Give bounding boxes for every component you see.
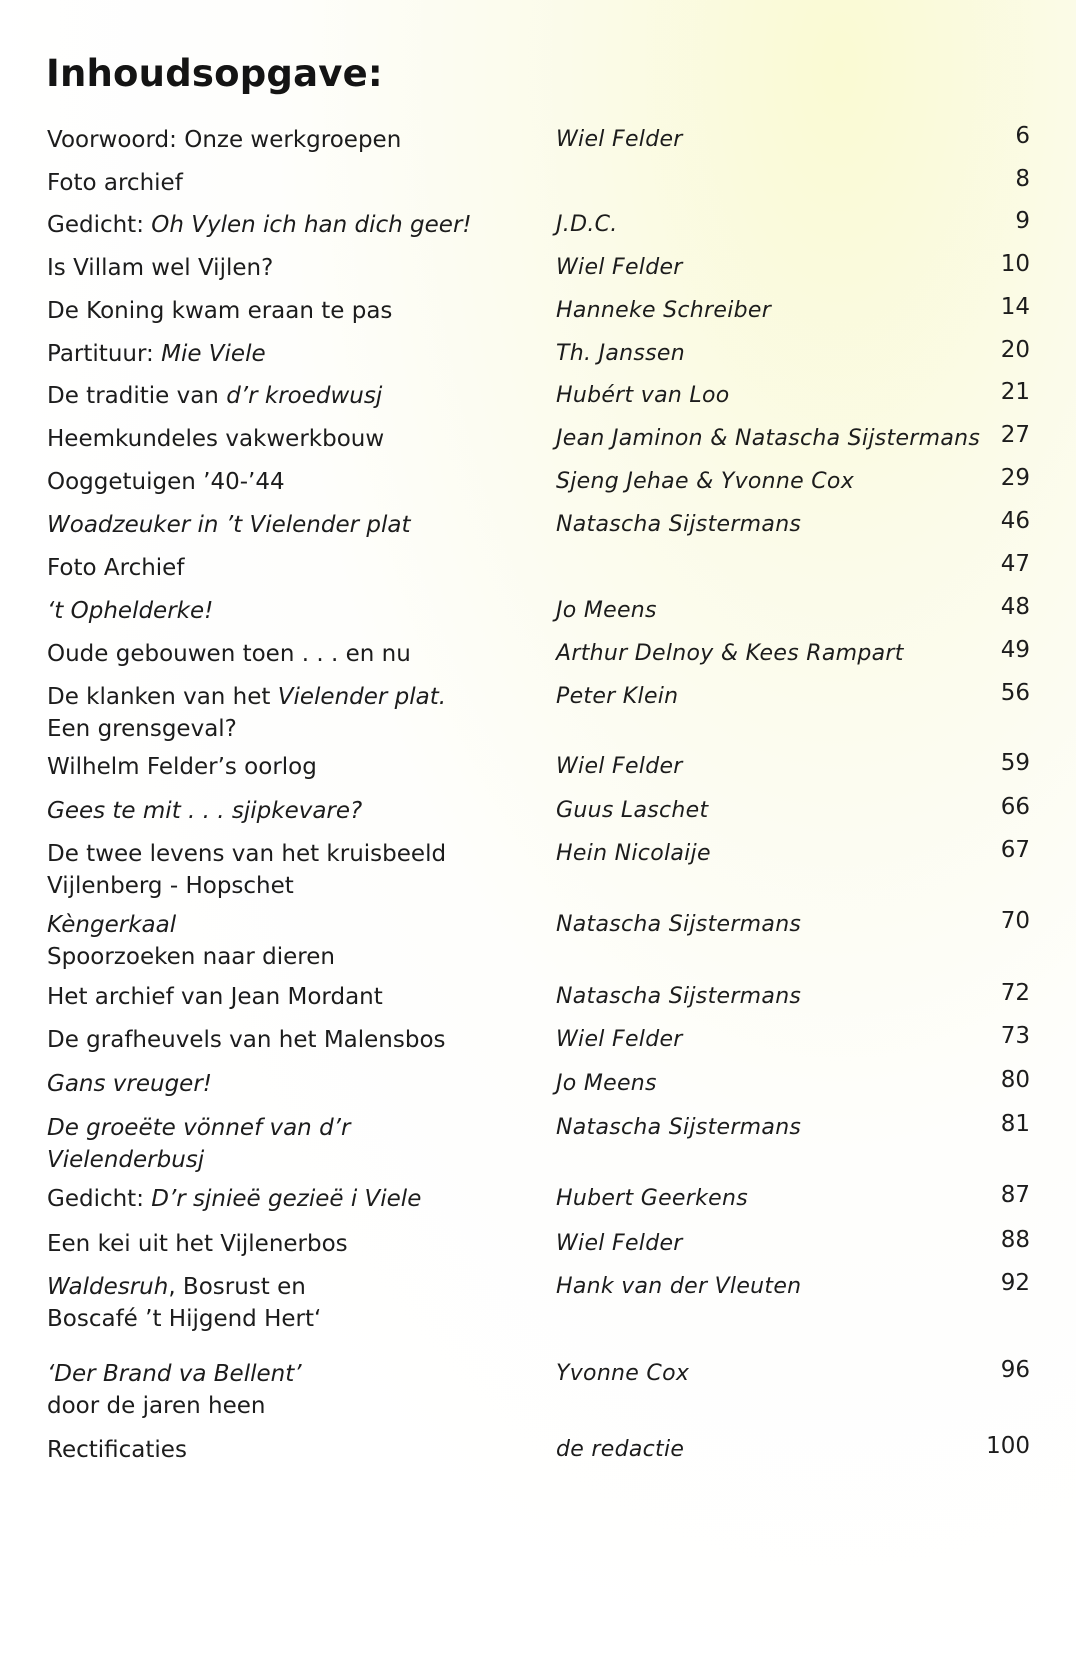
entry-title [47,552,547,584]
entry-title-line [47,1390,547,1422]
entry-page-number: 88 [1000,1227,1030,1253]
entry-author: Wiel Felder [556,255,683,280]
entry-title-segment: Oude gebouwen toen . . . en nu [47,641,411,667]
entry-page-number: 10 [1000,251,1030,277]
entry-page-number: 27 [1000,422,1030,448]
entry-title [47,909,547,973]
entry-title [47,681,547,745]
entry-title-segment: De Koning kwam eraan te pas [47,298,393,324]
entry-title-segment: Boscafé ’t Hijgend Hert‘ [47,1306,322,1332]
entry-author: Wiel Felder [556,1231,683,1256]
entry-title-line [47,1024,547,1056]
entry-author: Natascha Sijstermans [556,984,802,1009]
entry-title-segment: , Bosrust en [168,1274,306,1300]
entry-title-segment: Ooggetuigen ’40-’44 [47,469,285,495]
entry-author: Guus Laschet [556,798,709,823]
entry-title-segment: Kèngerkaal [47,912,177,938]
entry-title-line [47,1144,547,1176]
entry-page-number: 48 [1000,594,1030,620]
entry-page-number: 92 [1000,1270,1030,1296]
entry-title [47,838,547,902]
entry-title [47,466,547,498]
entry-title-line [47,552,547,584]
entry-title-line [47,1358,547,1390]
entry-title-line [47,595,547,627]
entry-author: de redactie [556,1437,685,1462]
entry-page-number: 14 [1000,294,1030,320]
entry-title-line [47,167,547,199]
entry-page-number: 49 [1000,637,1030,663]
entry-title-segment: Oh Vylen ich han dich geer! [151,212,472,238]
entry-title-line [47,751,547,783]
entry-author: Peter Klein [556,684,679,709]
toc-entry [0,1112,1076,1182]
entry-page-number: 21 [1000,379,1030,405]
entry-title [47,295,547,327]
entry-title-line [47,466,547,498]
entry-title-segment: d’r kroedwusj [226,383,383,409]
entry-title-segment: De twee levens van het kruisbeeld [47,841,447,867]
entry-title-segment: Gedicht: [47,212,152,238]
entry-page-number: 47 [1000,551,1030,577]
entry-title [47,124,547,156]
entry-title-line [47,981,547,1013]
entry-title-line [47,795,547,827]
entry-author: Yvonne Cox [556,1361,690,1386]
entry-title-line [47,338,547,370]
entry-author: J.D.C. [556,212,618,237]
entry-page-number: 96 [1000,1357,1030,1383]
entry-title-segment: Wilhelm Felder’s oorlog [47,754,317,780]
entry-title-line [47,1068,547,1100]
entry-title [47,509,547,541]
entry-page-number: 67 [1000,837,1030,863]
entry-title-segment: Het archief van Jean Mordant [47,984,383,1010]
entry-author: Jean Jaminon & Natascha Sijstermans [556,426,981,451]
entry-title-line [47,252,547,284]
entry-title [47,252,547,284]
entry-title-line [47,870,547,902]
entry-title [47,1112,547,1176]
entry-title [47,1271,547,1335]
entry-title-line [47,1112,547,1144]
entry-author: Wiel Felder [556,1027,683,1052]
entry-page-number: 20 [1000,337,1030,363]
entry-title-segment: door de jaren heen [47,1393,266,1419]
entry-title [47,1358,547,1422]
toc-entry [0,1358,1076,1428]
entry-author: Natascha Sijstermans [556,912,802,937]
entry-title-line [47,838,547,870]
entry-title [47,981,547,1013]
entry-title [47,1024,547,1056]
entry-title-segment: Waldesruh [47,1274,169,1300]
entry-title [47,638,547,670]
entry-title-segment: Spoorzoeken naar dieren [47,944,335,970]
entry-title [47,595,547,627]
entry-title-line [47,295,547,327]
entry-title-segment: Een kei uit het Vijlenerbos [47,1231,348,1257]
entry-title-line [47,209,547,241]
entry-title-line [47,124,547,156]
entry-title [47,795,547,827]
entry-title-segment: Vijlenberg - Hopschet [47,873,294,899]
entry-title-line [47,423,547,455]
entry-page-number: 59 [1000,750,1030,776]
entry-title-line [47,1303,547,1335]
entry-title-line [47,681,547,713]
entry-title-line [47,713,547,745]
entry-title-segment: Vielenderbusj [47,1147,205,1173]
entry-page-number: 100 [986,1433,1030,1459]
entry-author: Hank van der Vleuten [556,1274,802,1299]
page-title: Inhoudsopgave: [46,52,383,95]
entry-title-segment: Een grensgeval? [47,716,237,742]
entry-title-segment: Foto archief [47,170,183,196]
entry-title [47,209,547,241]
entry-page-number: 29 [1000,465,1030,491]
entry-title-segment: Woadzeuker in ’t Vielender plat [47,512,411,538]
entry-author: Natascha Sijstermans [556,1115,802,1140]
entry-page-number: 72 [1000,980,1030,1006]
entry-title-segment: Mie Viele [161,341,266,367]
entry-title-segment: ‘t Ophelderke! [47,598,214,624]
entry-author: Natascha Sijstermans [556,512,802,537]
entry-author: Hubért van Loo [556,383,730,408]
entry-title-segment: ‘Der Brand va Bellent’ [47,1361,302,1387]
entry-title-line [47,1183,547,1215]
entry-author: Arthur Delnoy & Kees Rampart [556,641,904,666]
entry-title [47,423,547,455]
entry-title-segment: Heemkundeles vakwerkbouw [47,426,385,452]
entry-author: Sjeng Jehae & Yvonne Cox [556,469,855,494]
entry-author: Wiel Felder [556,754,683,779]
entry-page-number: 81 [1000,1111,1030,1137]
entry-title-segment: Voorwoord: Onze werkgroepen [47,127,402,153]
entry-page-number: 56 [1000,680,1030,706]
entry-title [47,1228,547,1260]
entry-title-line [47,1228,547,1260]
toc-entry [0,681,1076,751]
entry-page-number: 8 [1015,166,1030,192]
entry-title-line [47,380,547,412]
entry-author: Wiel Felder [556,127,683,152]
entry-title [47,1434,547,1466]
entry-title-segment: Rectificaties [47,1437,187,1463]
entry-title-segment: Partituur: [47,341,162,367]
entry-title-line [47,909,547,941]
entry-author: Hein Nicolaije [556,841,711,866]
entry-title-line [47,1271,547,1303]
entry-author: Jo Meens [556,1071,657,1096]
entry-title-segment: Is Villam wel Vijlen? [47,255,274,281]
entry-title-segment: De groeëte vönnef van d’r [47,1115,351,1141]
entry-title-line [47,509,547,541]
entry-title-line [47,1434,547,1466]
entry-page-number: 73 [1000,1023,1030,1049]
toc-entry [0,1271,1076,1341]
entry-title [47,751,547,783]
entry-page-number: 87 [1000,1182,1030,1208]
entry-page-number: 80 [1000,1067,1030,1093]
entry-page-number: 6 [1015,123,1030,149]
entry-title [47,167,547,199]
entry-author: Jo Meens [556,598,657,623]
entry-title [47,1068,547,1100]
toc-entry [0,838,1076,908]
entry-author: Hanneke Schreiber [556,298,772,323]
entry-title-line [47,638,547,670]
entry-title-segment: Gedicht: [47,1186,152,1212]
entry-title [47,338,547,370]
entry-title-segment: Gees te mit . . . sjipkevare? [47,798,363,824]
entry-author: Th. Janssen [556,341,685,366]
toc-entry [0,909,1076,979]
entry-title-segment: Gans vreuger! [47,1071,213,1097]
entry-title-segment: De klanken van het [47,684,278,710]
entry-title-segment: De traditie van [47,383,227,409]
entry-title-segment: D’r sjnieë gezieë i Viele [151,1186,422,1212]
entry-title [47,380,547,412]
entry-title [47,1183,547,1215]
toc-entry [0,1434,1076,1504]
entry-title-segment: Vielender plat. [277,684,447,710]
entry-author: Hubert Geerkens [556,1186,748,1211]
entry-page-number: 46 [1000,508,1030,534]
entry-page-number: 9 [1015,208,1030,234]
entry-page-number: 70 [1000,908,1030,934]
entry-title-line [47,941,547,973]
entry-page-number: 66 [1000,794,1030,820]
entry-title-segment: De grafheuvels van het Malensbos [47,1027,446,1053]
entry-title-segment: Foto Archief [47,555,185,581]
